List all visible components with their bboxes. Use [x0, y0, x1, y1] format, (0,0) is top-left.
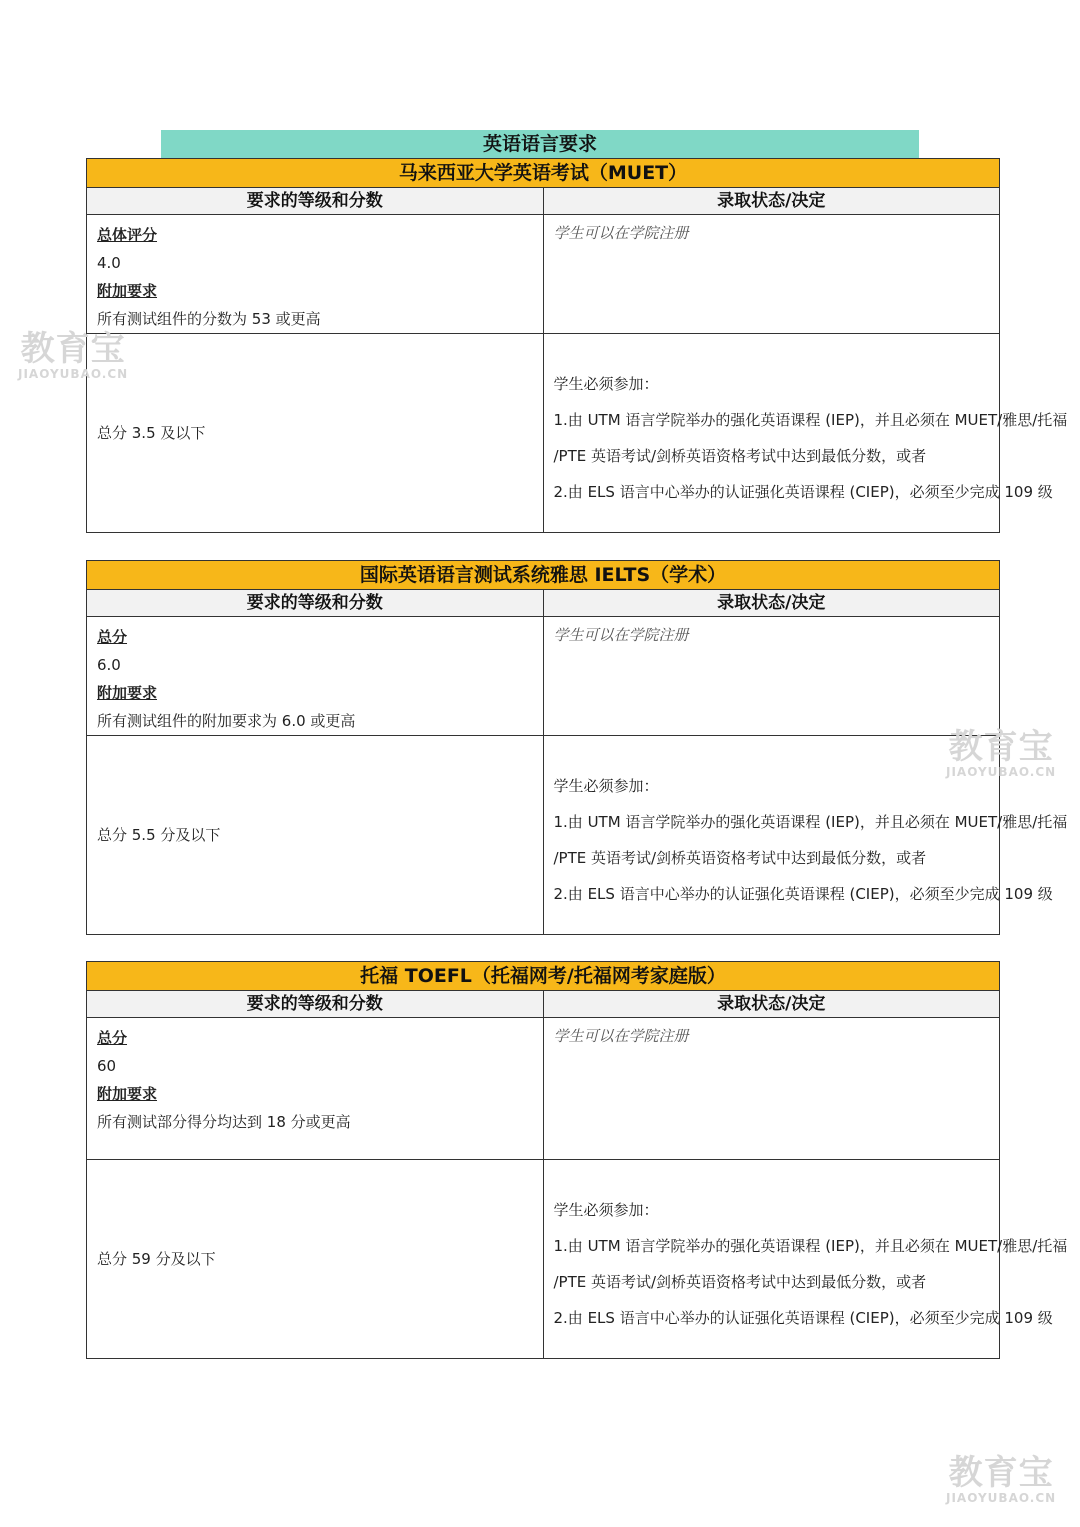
column-header-requirement: 要求的等级和分数: [87, 590, 544, 617]
additional-value: 所有测试组件的附加要求为 6.0 或更高: [97, 712, 356, 730]
watermark-logo: 教育宝 JIAOYUBAO.CN: [946, 1453, 1057, 1505]
table-row: [87, 736, 1000, 935]
must-line-1: 1.由 UTM 语言学院举办的强化英语课程 (IEP)，并且必须在 MUET/雅思/托福: [553, 1237, 1068, 1255]
toefl-table: [86, 961, 1068, 1359]
fail-score: 总分 59 分及以下: [97, 1250, 216, 1268]
column-header-decision: 录取状态/决定: [543, 188, 1000, 215]
table-row: [87, 617, 1000, 736]
additional-value: 所有测试部分得分均达到 18 分或更高: [97, 1113, 351, 1131]
column-header-requirement: 要求的等级和分数: [87, 188, 544, 215]
additional-label: 附加要求: [97, 1085, 158, 1103]
table-row: [87, 1160, 1000, 1359]
page-title: 英语语言要求: [161, 130, 919, 158]
must-line-3: 2.由 ELS 语言中心举办的认证强化英语课程 (CIEP)，必须至少完成 109 级: [553, 1309, 1053, 1327]
must-intro: 学生必须参加：: [553, 375, 659, 393]
decision-text: 学生可以在学院注册: [553, 224, 689, 242]
table-row: [87, 1018, 1000, 1160]
column-header-decision: 录取状态/决定: [543, 991, 1000, 1018]
score-value: 4.0: [97, 254, 121, 272]
score-label: 总分: [97, 1029, 128, 1047]
score-value: 6.0: [97, 656, 121, 674]
additional-label: 附加要求: [97, 684, 158, 702]
must-line-1: 1.由 UTM 语言学院举办的强化英语课程 (IEP)，并且必须在 MUET/雅思/托福: [553, 411, 1068, 429]
must-line-3: 2.由 ELS 语言中心举办的认证强化英语课程 (CIEP)，必须至少完成 109 级: [553, 885, 1053, 903]
table-title: 国际英语语言测试系统雅思 IELTS（学术）: [87, 561, 1000, 590]
decision-text: 学生可以在学院注册: [553, 626, 689, 644]
muet-table: [86, 158, 1068, 533]
additional-value: 所有测试组件的分数为 53 或更高: [97, 310, 321, 328]
table-title: 托福 TOEFL（托福网考/托福网考家庭版）: [87, 962, 1000, 991]
must-line-3: 2.由 ELS 语言中心举办的认证强化英语课程 (CIEP)，必须至少完成 109 级: [553, 483, 1053, 501]
column-header-decision: 录取状态/决定: [543, 590, 1000, 617]
score-label: 总分: [97, 628, 128, 646]
must-line-2: /PTE 英语考试/剑桥英语资格考试中达到最低分数，或者: [553, 849, 927, 867]
score-label: 总体评分: [97, 226, 158, 244]
fail-score: 总分 5.5 分及以下: [97, 826, 221, 844]
score-value: 60: [97, 1057, 117, 1075]
additional-label: 附加要求: [97, 282, 158, 300]
must-line-2: /PTE 英语考试/剑桥英语资格考试中达到最低分数，或者: [553, 447, 927, 465]
column-header-requirement: 要求的等级和分数: [87, 991, 544, 1018]
fail-score: 总分 3.5 及以下: [97, 424, 206, 442]
must-intro: 学生必须参加：: [553, 777, 659, 795]
must-line-1: 1.由 UTM 语言学院举办的强化英语课程 (IEP)，并且必须在 MUET/雅思/托福: [553, 813, 1068, 831]
watermark-logo: 教育宝 JIAOYUBAO.CN: [18, 329, 129, 381]
decision-text: 学生可以在学院注册: [553, 1027, 689, 1045]
table-row: [87, 215, 1000, 334]
must-intro: 学生必须参加：: [553, 1201, 659, 1219]
must-line-2: /PTE 英语考试/剑桥英语资格考试中达到最低分数，或者: [553, 1273, 927, 1291]
table-row: [87, 334, 1000, 533]
table-title: 马来西亚大学英语考试（MUET）: [87, 159, 1000, 188]
watermark-logo: 教育宝 JIAOYUBAO.CN: [946, 727, 1057, 779]
